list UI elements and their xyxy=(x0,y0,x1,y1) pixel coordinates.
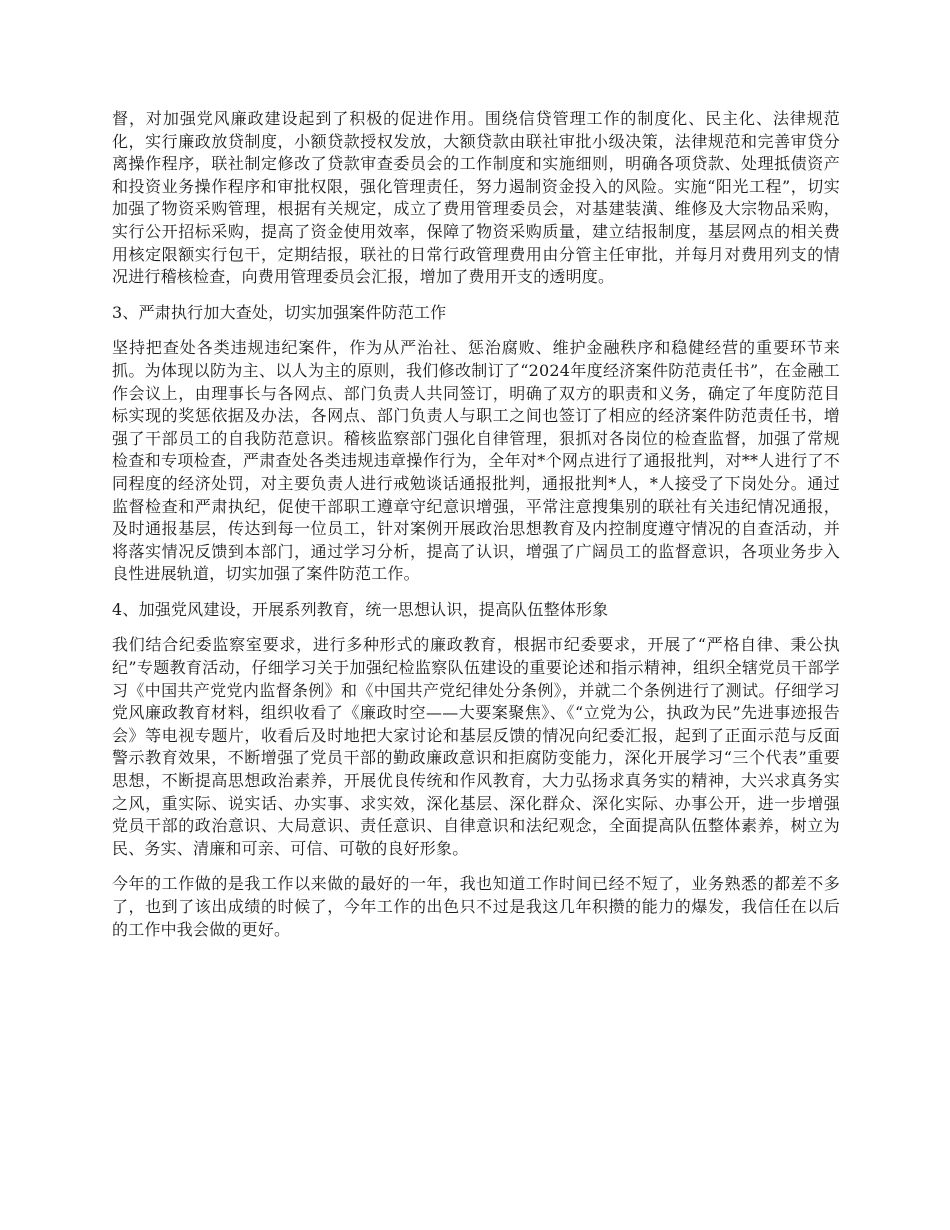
section-heading: 3、严肃执行加大查处，切实加强案件防范工作 xyxy=(112,302,447,322)
body-paragraph: 今年的工作做的是我工作以来做的最好的一年，我也知道工作时间已经不短了，业务熟悉的都差不多了，也到了该出成绩的时候了，今年工作的出色只不过是我这几年积攒的能力的爆发，我信任在以后的工作中我会做的更好。 xyxy=(112,874,840,939)
body-paragraph: 我们结合纪委监察室要求，进行多种形式的廉政教育，根据市纪委要求，开展了“严格自律、秉公执纪”专题教育活动，仔细学习关于加强纪检监察队伍建设的重要论述和指示精神，组织全辖党员干部学习《中国共产党党内监督条例》和《中国共产党纪律处分条例》，并就二个条例进行了测试。仔细学习党风廉政教育材料，组织收看了《廉政时空——大要案聚焦》、《“立党为公，执政为民”先进事迹报告会》等电视专题片，收看后及时地把大家讨论和基层反馈的情况向纪委汇报，起到了正面示范与反面警示教育效果，不断增强了党员干部的勤政廉政意识和拒腐防变能力，深化开展学习“三个代表”重要思想，不断提高思想政治素养，开展优良传统和作风教育，大力弘扬求真务实的精神，大兴求真务实之风，重实际、说实话、办实事、求实效，深化基层、深化群众、深化实际、办事公开，进一步增强党员干部的政治意识、大局意识、责任意识、自律意识和法纪观念，全面提高队伍整体素养，树立为民、务实、清廉和可亲、可信、可敬的良好形象。 xyxy=(112,635,840,858)
body-paragraph: 坚持把查处各类违规违纪案件，作为从严治社、惩治腐败、维护金融秩序和稳健经营的重要环节来抓。为体现以防为主、以人为主的原则，我们修改制订了“2024年度经济案件防范责任书”，在金融工作会议上，由理事长与各网点、部门负责人共同签订，明确了双方的职责和义务，确定了年度防范目标实现的奖惩依据及办法，各网点、部门负责人与职工之间也签订了相应的经济案件防范责任书，增强了干部员工的自我防范意识。稽核监察部门强化自律管理，狠抓对各岗位的检查监督，加强了常规检查和专项检查，严肃查处各类违规违章操作行为，全年对*个网点进行了通报批判，对**人进行了不同程度的经济处罚，对主要负责人进行戒勉谈话通报批判，通报批判*人，*人接受了下岗处分。通过监督检查和严肃执纪，促使干部职工遵章守纪意识增强，平常注意搜集别的联社有关违纪情况通报，及时通报基层，传达到每一位员工，针对案例开展政治思想教育及内控制度遵守情况的自查活动，并将落实情况反馈到本部门，通过学习分析，提高了认识，增强了广阔员工的监督意识，各项业务步入良性进展轨道，切实加强了案件防范工作。 xyxy=(112,338,840,584)
body-paragraph: 督，对加强党风廉政建设起到了积极的促进作用。围绕信贷管理工作的制度化、民主化、法律规范化，实行廉政放贷制度，小额贷款授权发放，大额贷款由联社审批小级决策，法律规范和完善审贷分离操作程序，联社制定修改了贷款审查委员会的工作制度和实施细则，明确各项贷款、处理抵债资产和投资业务操作程序和审批权限，强化管理责任，努力遏制资金投入的风险。实施“阳光工程”，切实加强了物资采购管理，根据有关规定，成立了费用管理委员会，对基建装潢、维修及大宗物品采购，实行公开招标采购，提高了资金使用效率，保障了物资采购质量，建立结报制度，基层网点的相关费用核定限额实行包干，定期结报，联社的日常行政管理费用由分管主任审批，并每月对费用列支的情况进行稽核检查，向费用管理委员会汇报，增加了费用开支的透明度。 xyxy=(112,109,840,287)
document-page xyxy=(112,108,840,954)
section-heading: 4、加强党风建设，开展系列教育，统一思想认识，提高队伍整体形象 xyxy=(112,599,609,619)
